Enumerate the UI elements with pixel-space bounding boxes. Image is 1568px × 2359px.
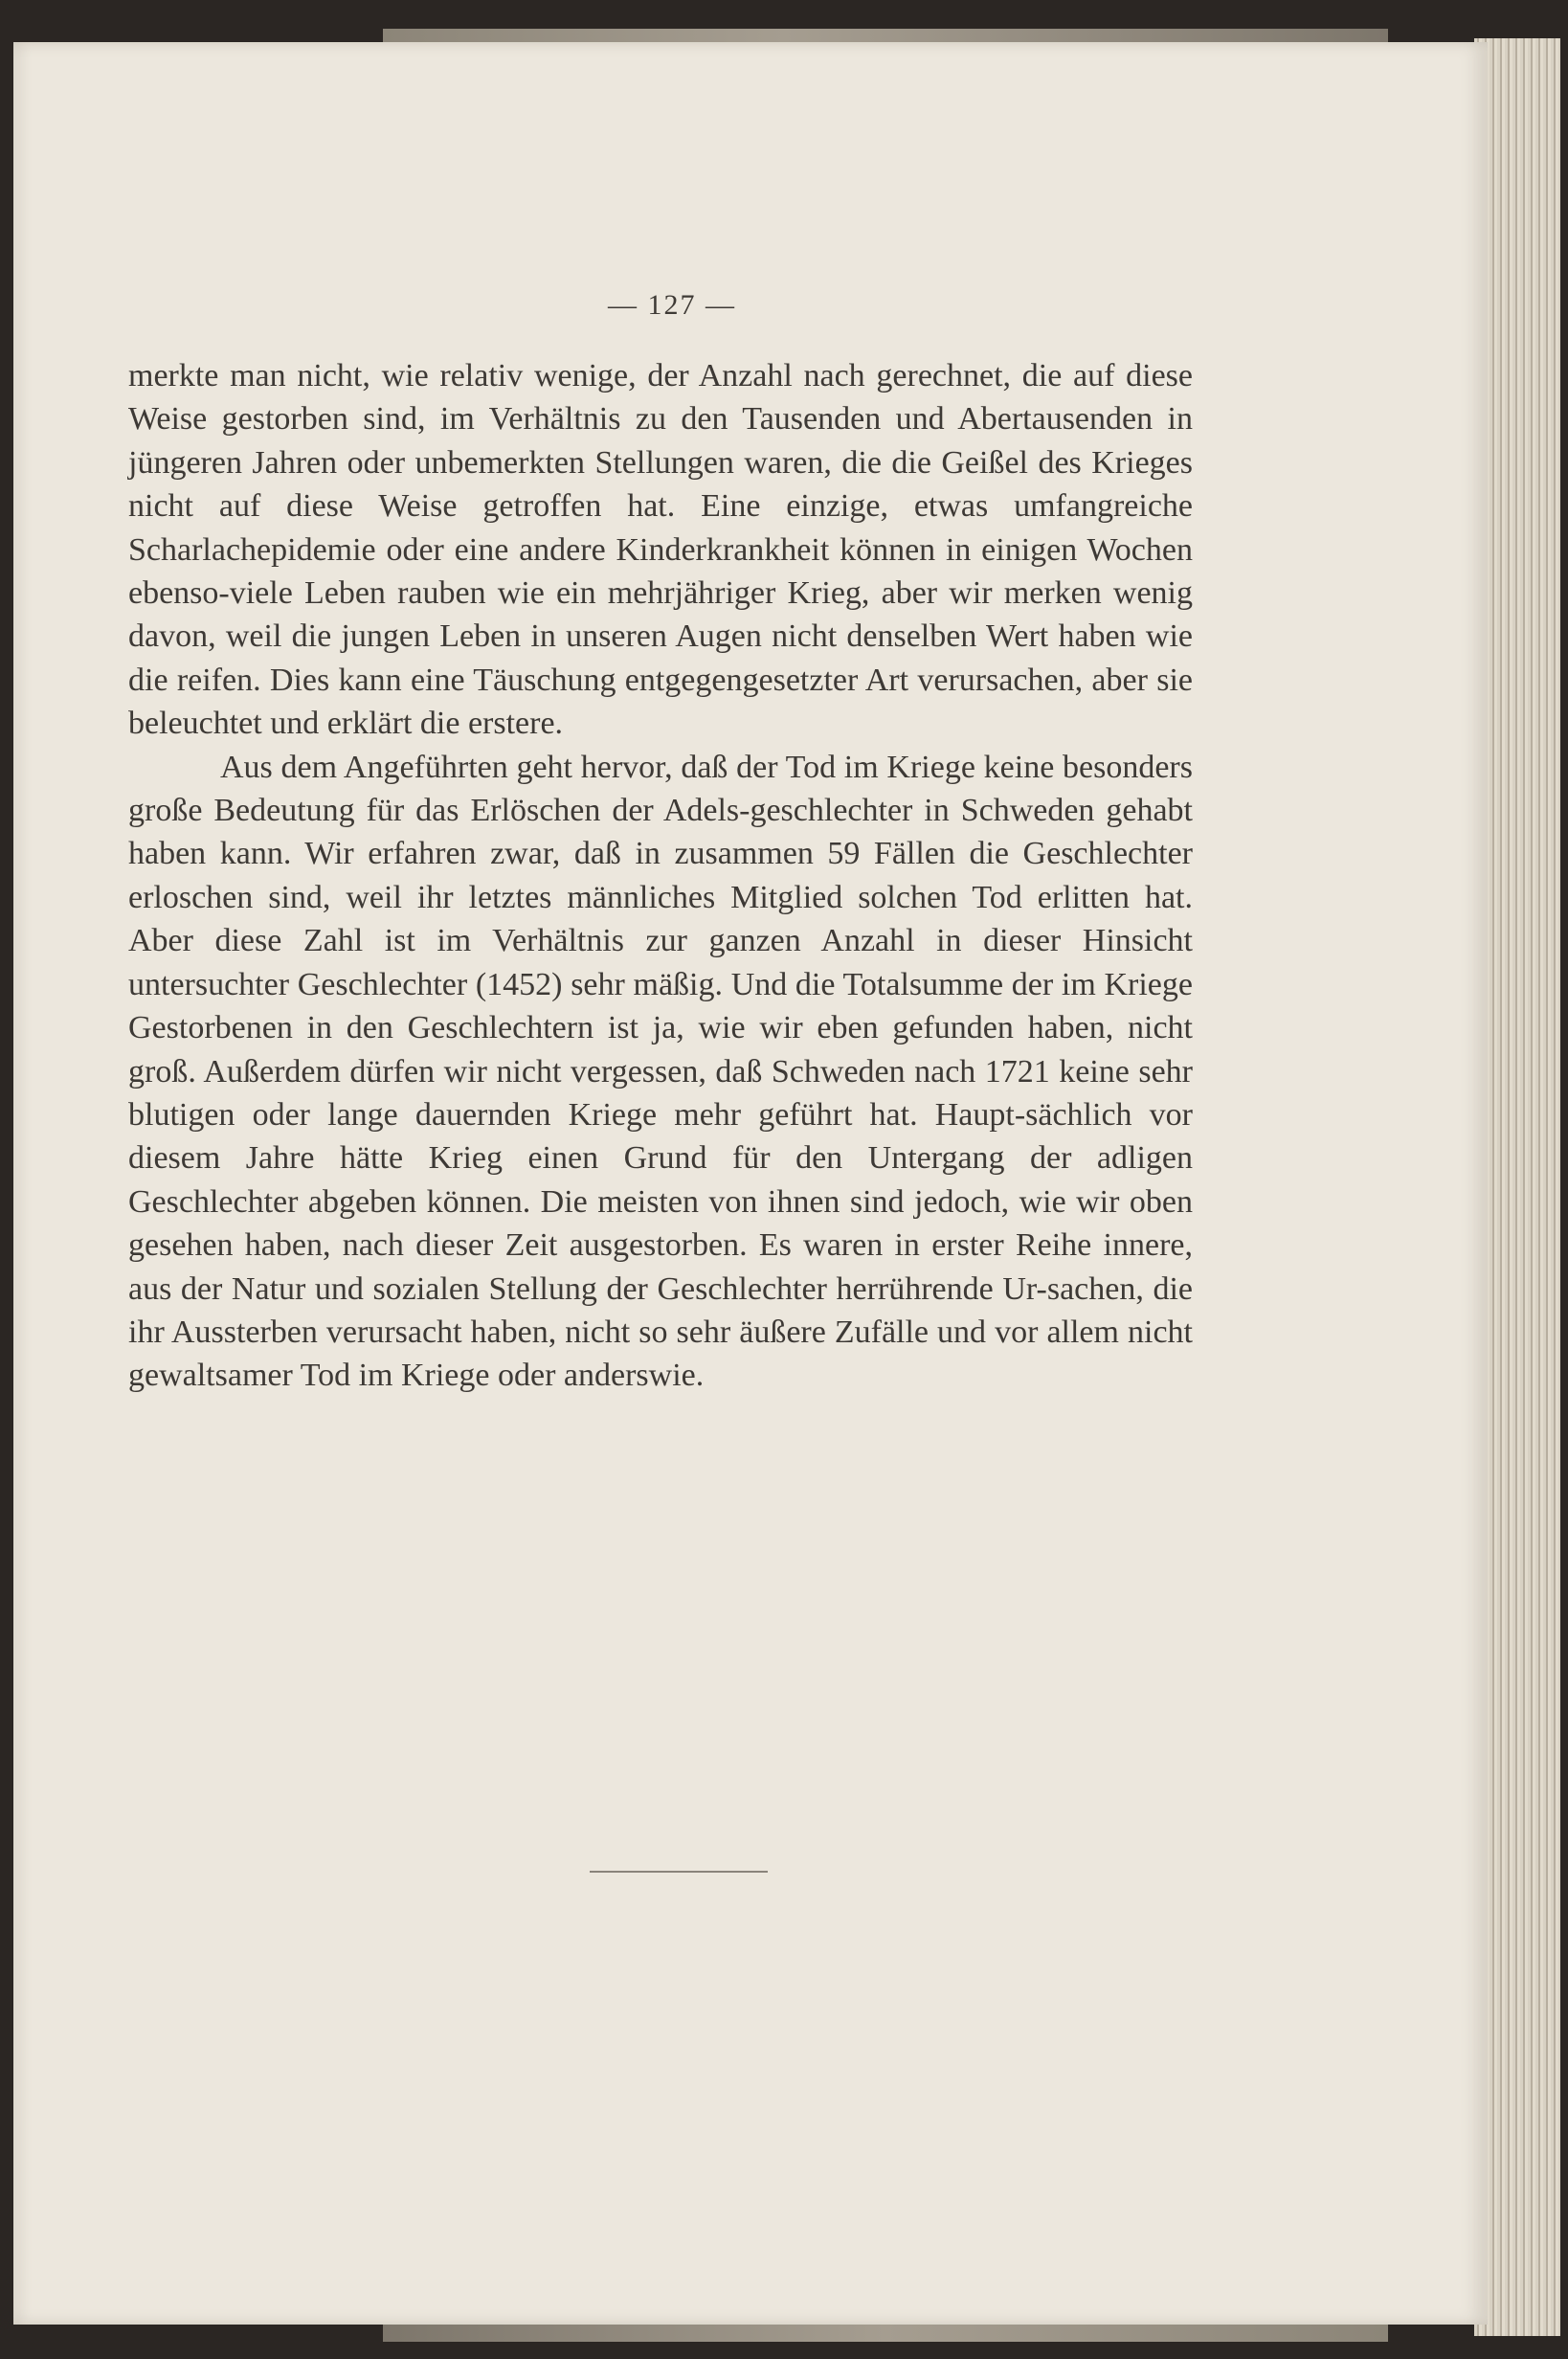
body-text [128,354,1193,1398]
page-number: — 127 — [608,289,736,321]
paragraph: Aus dem Angeführten geht hervor, daß der Tod im Kriege keine besonders große Bedeutung für das Erlöschen der Adels-geschlechter in Schweden gehabt haben kann. Wir erfahren zwar, daß in zusammen 59 Fällen die Geschlechter erloschen sind, weil ihr letztes männliches Mitglied solchen Tod erlitten hat. Aber diese Zahl ist im Verhältnis zur ganzen Anzahl in dieser Hinsicht untersuchter Geschlechter (1452) sehr mäßig. Und die Totalsumme der im Kriege Gestorbenen in den Geschlechtern ist ja, wie wir eben gefunden haben, nicht groß. Außerdem dürfen wir nicht vergessen, daß Schweden nach 1721 keine sehr blutigen oder lange dauernden Kriege mehr geführt hat. Haupt-sächlich vor diesem Jahre hätte Krieg einen Grund für den Untergang der adligen Geschlechter abgeben können. Die meisten von ihnen sind jedoch, wie wir oben gesehen haben, nach dieser Zeit ausgestorben. Es waren in erster Reihe innere, aus der Natur und sozialen Stellung der Geschlechter herrührende Ur-sachen, die ihr Aussterben verursacht haben, nicht so sehr äußere Zufälle und vor allem nicht gewaltsamer Tod im Kriege oder anderswie. [128,749,1193,1394]
book-page [13,42,1488,2325]
page-bottom-edge [383,2325,1388,2342]
paragraph-continuation: merkte man nicht, wie relativ wenige, der Anzahl nach gerechnet, die auf diese Weise gestorben sind, im Verhältnis zu den Tausenden und Abertausenden in jüngeren Jahren oder unbemerkten Stellungen waren, die die Geißel des Krieges nicht auf diese Weise getroffen hat. Eine einzige, etwas umfangreiche Scharlachepidemie oder eine andere Kinderkrankheit können in einigen Wochen ebenso-viele Leben rauben wie ein mehrjähriger Krieg, aber wir merken wenig davon, weil die jungen Leben in unseren Augen nicht denselben Wert haben wie die reifen. Dies kann eine Täuschung entgegengesetzter Art verursachen, aber sie beleuchtet und erklärt die erstere. [128,358,1193,742]
end-rule [590,1871,768,1873]
